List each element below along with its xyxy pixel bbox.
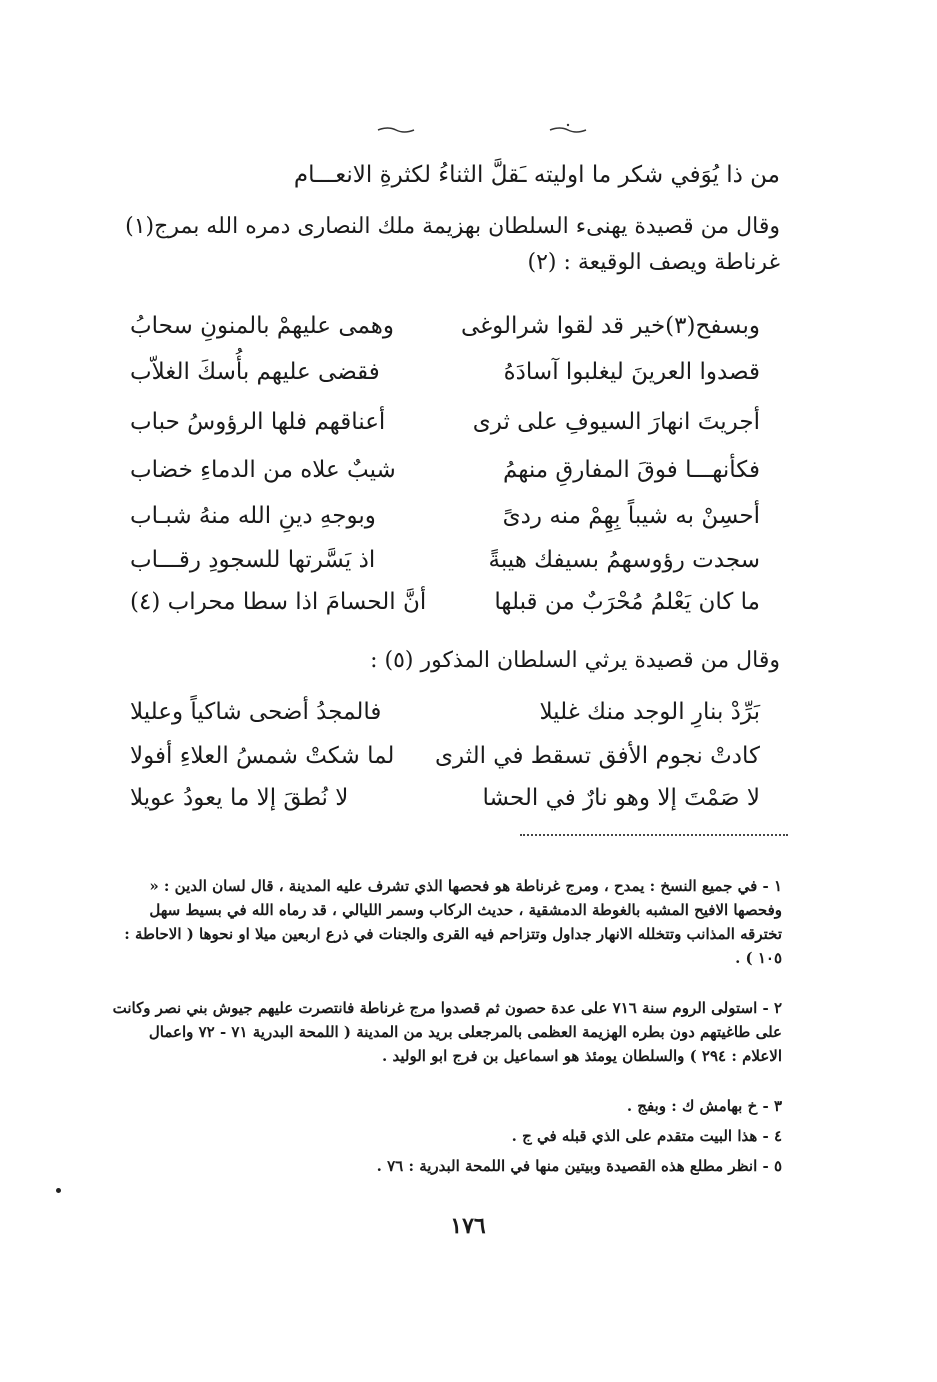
header-ornament-right [548,122,588,134]
header-ornament-left [376,122,416,134]
verse-hemistich-first: قصدوا العرينَ ليغلبوا آسادَهُ [503,359,760,385]
verse-hemistich-first: أحسِنْ به شيباً بِهِمْ منه ردىً [502,503,760,529]
verse-hemistich-second: أنَّ الحسامَ اذا سطا محراب (٤) [130,589,427,615]
poem1-verse-6 [130,540,760,580]
verse-hemistich-first: سجدت رؤوسهمُ بسيفك هيبةً [488,547,760,573]
footnote-1: ١ - في جميع النسخ : يمدح ، ومرج غرناطة هو فحصها الذي تشرف عليه المدينة ، قال لسان الدين : « وفحصها الافيح المشبه بالغوطة الدمشقية ، حديث الركاب وسمر الليالي ، قد رماه الله في بسيط سهل تخترقه المذانب وتتخلله الانهار جداول وتتزاحم فيه القرى والجنات في ذرع اربعين ميلا او نحوها ( الاحاطة : ١٠٥ ) . [124,877,782,967]
verse-hemistich-first: كادتْ نجوم الأفق تسقط في الثرى [434,743,760,769]
verse-hemistich-second: شيبٌ علاه من الدماءِ خضاب [130,457,396,483]
verse-hemistich-second: فالمجدُ أضحى شاكياً وعليلا [130,699,382,725]
verse-hemistich-first: بَرِّدْ بنارِ الوجد منك غليلا [539,699,760,725]
poem1-verse-7 [130,582,760,622]
verse-hemistich-second: وبوجهِ دينِ الله منهُ شبـاب [130,503,376,529]
poem1-verse-3 [130,402,760,442]
footnote-4: ٤ - هذا البيت متقدم على الذي قبله في ج . [511,1127,782,1145]
footnote-3: ٣ - خ بهامش ك : وبفج . [626,1097,782,1115]
verse-hemistich-first: لا صَمْتَ إلا وهو نارٌ في الحشا [482,785,760,811]
verse-hemistich-first: أجريتَ انهارَ السيوفِ على ثرى [472,409,760,435]
prose-line-2: غرناطة ويصف الوقيعة : (٢) [527,250,780,275]
verse-hemistich-first: فكأنهـــا فوقَ المفارقِ منهمُ [502,457,760,483]
footnote-separator [520,834,788,836]
intro-verse-line: من ذا يُوَفي شكر ما اوليته ـَقلَّ الثناءُ لكثرةِ الانعـــام [293,162,780,188]
poem1-verse-1 [130,306,760,346]
verse-hemistich-first: وبسفح(٣)خير قد لقوا شرالوغى [460,313,760,339]
prose-line-1: وقال من قصيدة يهنىء السلطان بهزيمة ملك النصارى دمره الله بمرج(١) [125,214,780,239]
poem1-verse-2 [130,352,760,392]
poem1-verse-5 [130,496,760,536]
verse-hemistich-first: ما كان يَعْلمُ مُحْرَبٌ من قبلها [494,589,760,615]
verse-hemistich-second: أعناقهم فلها الرؤوسُ حباب [130,409,386,435]
footnote-2: ٢ - استولى الروم سنة ٧١٦ على عدة حصون ثم قصدوا مرج غرناطة فانتصرت عليهم جيوش بني نصر وكانت على طاغيتهم دون بطره الهزيمة العظمى بالمرجعلى بريد من المدينة ( اللمحة البدرية ٧١ - ٧٢ واعمال الاعلام : ٢٩٤ ) والسلطان يومئذ هو اسماعيل بن فرج ابو الوليد . [112,999,782,1065]
poem2-verse-1 [130,692,760,732]
poem2-verse-2 [130,736,760,776]
verse-hemistich-second: لا نُطقَ إلا ما يعودُ عويلا [130,785,349,811]
poem1-verse-4 [130,450,760,490]
verse-hemistich-second: وهمى عليهمْ بالمنونِ سحابُ [130,313,395,339]
poem2-verse-3 [130,778,760,818]
margin-dot [56,1188,61,1193]
prose-line-3: وقال من قصيدة يرثي السلطان المذكور (٥) : [370,648,780,673]
page-number: ١٧٦ [450,1213,486,1239]
verse-hemistich-second: فقضى عليهم بأُسكَ الغلاّب [130,359,380,385]
footnote-5: ٥ - انظر مطلع هذه القصيدة وبيتين منها في اللمحة البدرية : ٧٦ . [376,1157,782,1175]
verse-hemistich-second: لما شكتْ شمسُ العلاءِ أفولا [130,743,395,769]
verse-hemistich-second: اذ يَسَّرتها للسجودِ رقـــاب [130,547,376,573]
